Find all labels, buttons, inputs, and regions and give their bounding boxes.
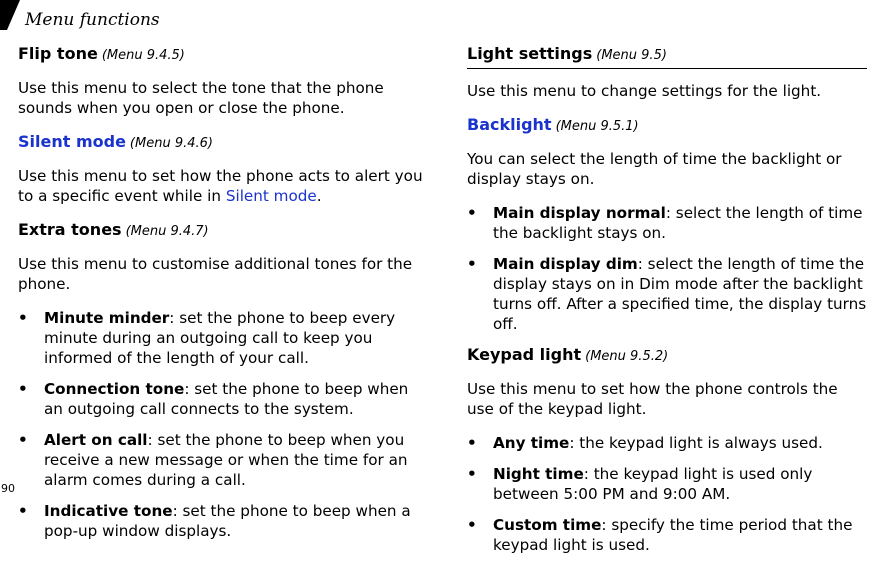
keypad-light-text: Use this menu to set how the phone controls the use of the keypad light. xyxy=(467,380,838,418)
flip-tone-title: Flip tone xyxy=(18,44,98,63)
extra-tones-heading xyxy=(18,220,428,242)
extra-tones-text: Use this menu to customise additional tones for the phone. xyxy=(18,255,413,293)
item-term: Night time xyxy=(493,465,584,483)
item-term: Indicative tone xyxy=(44,502,173,520)
flip-tone-heading xyxy=(18,44,428,66)
bullet-icon: • xyxy=(467,204,477,222)
bullet-icon: • xyxy=(18,502,28,520)
bullet-icon: • xyxy=(18,309,28,327)
silent-mode-title: Silent mode xyxy=(18,132,126,151)
item-term: Connection tone xyxy=(44,380,185,398)
item-desc: : set the phone to beep when a pop-up window displays. xyxy=(44,502,411,540)
keypad-light-menu-ref: (Menu 9.5.2) xyxy=(585,349,669,364)
item-desc: : set the phone to beep every minute during an outgoing call to keep you informed of the length of your call. xyxy=(44,309,396,367)
item-desc: : the keypad light is used only between 5:00 PM and 9:00 AM. xyxy=(493,465,813,503)
item-term: Minute minder xyxy=(44,309,170,327)
silent-mode-link[interactable]: Silent mode xyxy=(225,187,317,205)
bullet-icon: • xyxy=(18,380,28,398)
silent-mode-text xyxy=(18,166,428,206)
item-term: Main display normal xyxy=(493,204,666,222)
silent-mode-text-start: Use this menu to set how the phone acts to alert you to a specific event while in xyxy=(18,167,423,205)
list-item xyxy=(18,308,428,368)
item-term: Main display dim xyxy=(493,255,638,273)
list-item xyxy=(467,433,867,453)
flip-tone-text: Use this menu to select the tone that the phone sounds when you open or close the phone. xyxy=(18,79,384,117)
item-desc: : specify the time period that the keypad light is used. xyxy=(493,516,853,554)
backlight-menu-ref: (Menu 9.5.1) xyxy=(555,119,639,134)
bullet-icon: • xyxy=(467,255,477,273)
keypad-light-heading xyxy=(467,345,867,367)
list-item xyxy=(18,379,428,419)
bullet-icon: • xyxy=(467,434,477,452)
item-desc: : select the length of time the display stays on in Dim mode after the backlight turns off. After a specified time, the display turns off. xyxy=(493,255,867,333)
left-column xyxy=(18,44,428,552)
item-term: Custom time xyxy=(493,516,602,534)
bullet-icon: • xyxy=(18,431,28,449)
extra-tones-title: Extra tones xyxy=(18,220,122,239)
bullet-icon: • xyxy=(467,465,477,483)
right-column xyxy=(467,44,867,566)
list-item xyxy=(467,464,867,504)
list-item xyxy=(18,430,428,490)
item-term: Alert on call xyxy=(44,431,148,449)
page-header-title: Menu functions xyxy=(25,10,160,30)
light-settings-menu-ref: (Menu 9.5) xyxy=(596,48,667,63)
item-desc: : set the phone to beep when you receive a new message or when the time for an alarm comes during a call. xyxy=(44,431,408,489)
backlight-heading xyxy=(467,115,867,137)
page-number: 90 xyxy=(1,482,15,495)
flip-tone-menu-ref: (Menu 9.4.5) xyxy=(101,48,185,63)
keypad-light-list xyxy=(467,433,867,555)
item-desc: : the keypad light is always used. xyxy=(569,434,823,452)
extra-tones-menu-ref: (Menu 9.4.7) xyxy=(125,224,209,239)
extra-tones-list xyxy=(18,308,428,541)
bullet-icon: • xyxy=(467,516,477,534)
list-item xyxy=(18,501,428,541)
light-settings-text: Use this menu to change settings for the light. xyxy=(467,82,822,100)
item-term: Any time xyxy=(493,434,570,452)
light-settings-title: Light settings xyxy=(467,44,593,63)
header-bar xyxy=(0,0,20,30)
backlight-list xyxy=(467,203,867,334)
silent-mode-heading xyxy=(18,132,428,154)
list-item xyxy=(467,203,867,243)
item-desc: : set the phone to beep when an outgoing call connects to the system. xyxy=(44,380,409,418)
light-settings-heading xyxy=(467,44,867,69)
backlight-text: You can select the length of time the backlight or display stays on. xyxy=(467,150,842,188)
silent-mode-text-end: . xyxy=(316,187,322,205)
silent-mode-menu-ref: (Menu 9.4.6) xyxy=(129,136,213,151)
list-item xyxy=(467,515,867,555)
backlight-title: Backlight xyxy=(467,115,552,134)
keypad-light-title: Keypad light xyxy=(467,345,582,364)
list-item xyxy=(467,254,867,334)
item-desc: : select the length of time the backlight stays on. xyxy=(493,204,863,242)
